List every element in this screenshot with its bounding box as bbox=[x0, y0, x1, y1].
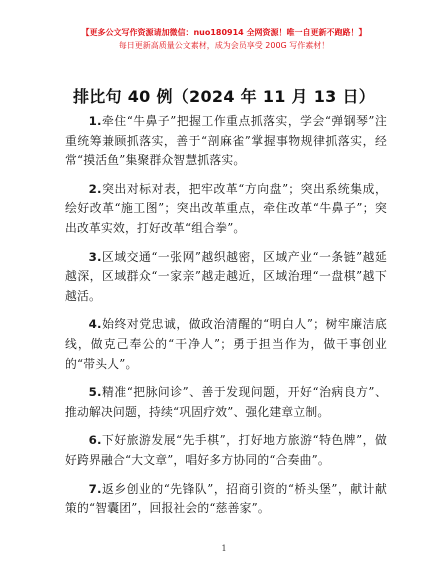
paragraph-text: 牵住“牛鼻子”把握工作重点抓落实，学会“弹钢琴”注重统筹兼顾抓落实，善于“剖麻雀”掌握事物规律抓落实，经常“摸活鱼”集聚群众智慧抓落实。 bbox=[65, 114, 387, 168]
paragraph-6 bbox=[65, 431, 387, 470]
paragraph-number: 5. bbox=[88, 385, 102, 400]
paragraph-text: 区域交通“一张网”越织越密，区域产业“一条链”越延越深，区域群众“一家亲”越走越近，区域治理“一盘棋”越下越活。 bbox=[65, 249, 387, 303]
paragraph-3 bbox=[65, 248, 387, 307]
paragraph-text: 返乡创业的“先锋队”，招商引资的“桥头堡”，献计献策的“智囊团”，回报社会的“慈善家”。 bbox=[65, 481, 387, 516]
paragraph-2 bbox=[65, 180, 387, 239]
page-number: 1 bbox=[221, 544, 227, 553]
paragraph-number: 2. bbox=[88, 181, 102, 196]
document-title: 排比句 40 例（2024 年 11 月 13 日） bbox=[72, 87, 376, 106]
paragraph-1 bbox=[65, 112, 387, 171]
paragraph-number: 3. bbox=[88, 249, 102, 264]
paragraph-number: 6. bbox=[88, 433, 102, 448]
paragraph-7 bbox=[65, 480, 387, 519]
paragraph-text: 精准“把脉问诊”、善于发现问题，开好“治病良方”、推动解决问题，持续“巩固疗效”、强化建章立制。 bbox=[65, 385, 387, 419]
paragraph-number: 4. bbox=[88, 317, 102, 332]
paragraph-4 bbox=[65, 315, 387, 374]
document-body bbox=[65, 112, 387, 528]
promo-banner-line-2: 每日更新高质量公文素材，成为会员享受 200G 写作素材！ bbox=[118, 41, 330, 50]
paragraph-5 bbox=[65, 383, 387, 422]
promo-banner bbox=[0, 26, 448, 52]
promo-banner-line-1: 【更多公文写作资源请加微信：nuo180914 全网资源！唯一自更新不跑路！】 bbox=[81, 28, 367, 37]
paragraph-text: 下好旅游发展“先手棋”，打好地方旅游“特色牌”，做好跨界融合“大文章”，唱好多方协同的“合奏曲”。 bbox=[65, 433, 387, 467]
paragraph-text: 突出对标对表，把牢改革“方向盘”；突出系统集成，绘好改革“施工图”；突出改革重点，牵住改革“牛鼻子”；突出改革实效，打好改革“组合拳”。 bbox=[65, 181, 387, 235]
paragraph-number: 1. bbox=[88, 114, 102, 128]
paragraph-number: 7. bbox=[88, 481, 102, 496]
paragraph-text: 始终对党忠诚，做政治清醒的“明白人”；树牢廉洁底线，做克己奉公的“干净人”；勇于担当作为，做干事创业的“带头人”。 bbox=[65, 317, 387, 371]
